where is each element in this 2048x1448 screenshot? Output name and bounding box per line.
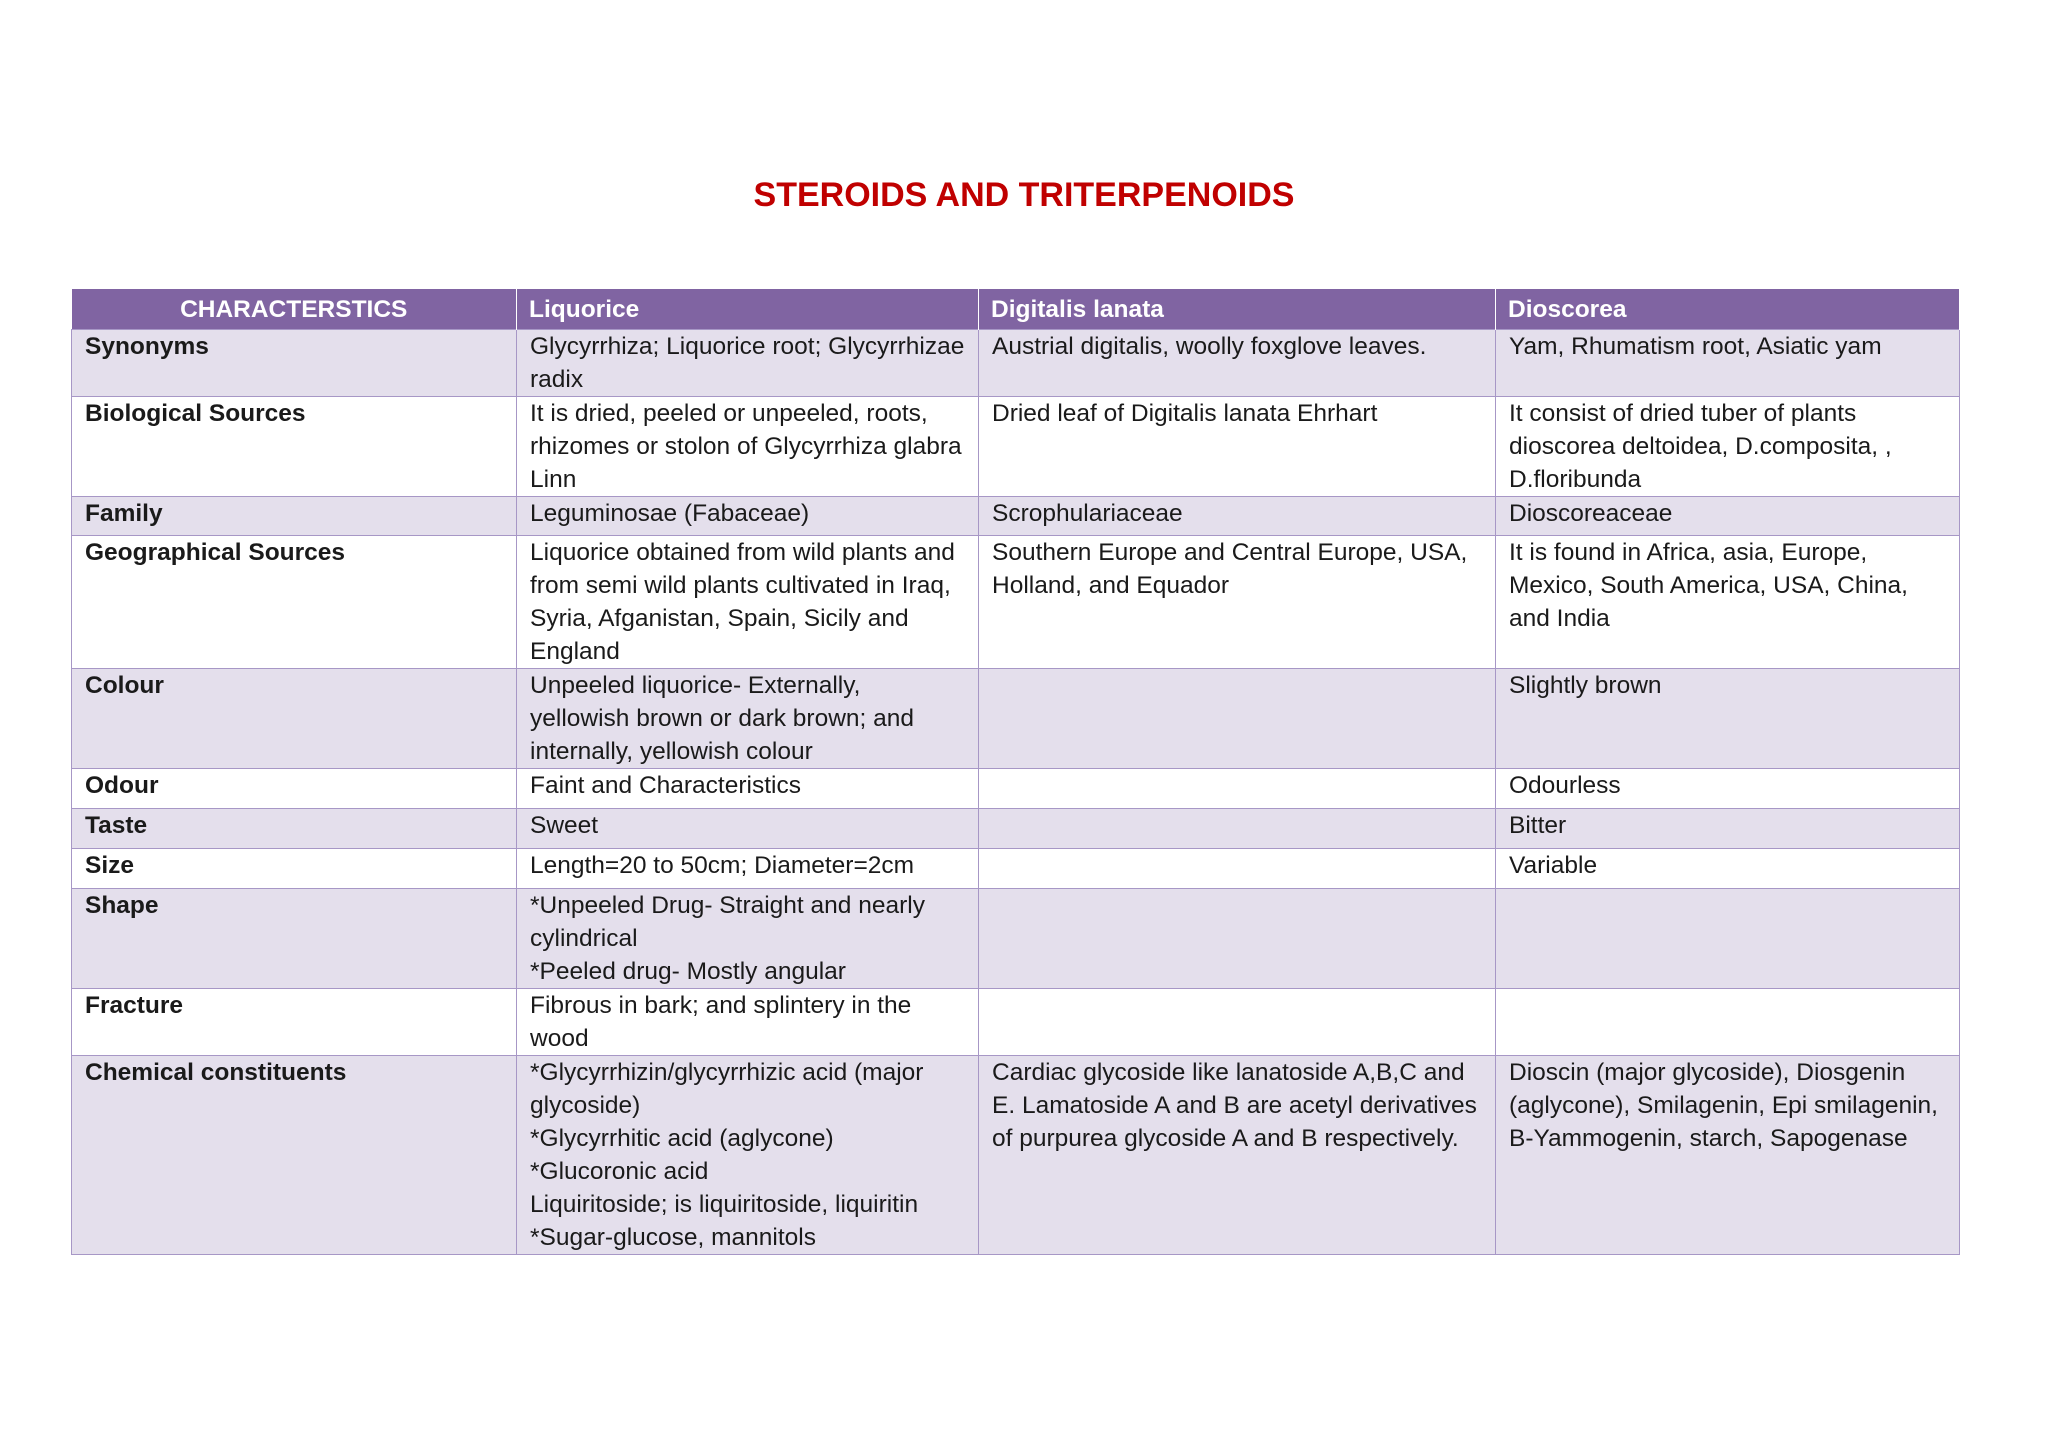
column-header-characteristics: CHARACTERSTICS — [72, 289, 517, 330]
cell-digitalis-lanata — [979, 669, 1496, 769]
row-label: Chemical constituents — [72, 1056, 517, 1255]
table-row-family — [72, 497, 1960, 536]
cell-liquorice: Faint and Characteristics — [517, 769, 979, 809]
column-header-liquorice: Liquorice — [517, 289, 979, 330]
row-label: Size — [72, 849, 517, 889]
row-label: Biological Sources — [72, 397, 517, 497]
cell-digitalis-lanata: Dried leaf of Digitalis lanata Ehrhart — [979, 397, 1496, 497]
table-header-row — [72, 289, 1960, 330]
row-label: Synonyms — [72, 330, 517, 397]
cell-dioscorea: It is found in Africa, asia, Europe, Mexico, South America, USA, China, and India — [1496, 536, 1960, 669]
table-row-synonyms — [72, 330, 1960, 397]
cell-dioscorea: Dioscoreaceae — [1496, 497, 1960, 536]
characteristics-table — [71, 289, 1960, 1255]
cell-liquorice: Fibrous in bark; and splintery in the wood — [517, 989, 979, 1056]
row-label: Shape — [72, 889, 517, 989]
cell-dioscorea — [1496, 989, 1960, 1056]
cell-digitalis-lanata — [979, 989, 1496, 1056]
cell-dioscorea: Bitter — [1496, 809, 1960, 849]
cell-dioscorea: Variable — [1496, 849, 1960, 889]
cell-digitalis-lanata: Southern Europe and Central Europe, USA, Holland, and Equador — [979, 536, 1496, 669]
row-label: Odour — [72, 769, 517, 809]
cell-dioscorea: It consist of dried tuber of plants dioscorea deltoidea, D.composita, , D.floribunda — [1496, 397, 1960, 497]
table-row-chemical-constituents — [72, 1056, 1960, 1255]
table-row-biological-sources — [72, 397, 1960, 497]
cell-liquorice: Length=20 to 50cm; Diameter=2cm — [517, 849, 979, 889]
table-row-size — [72, 849, 1960, 889]
cell-liquorice: Unpeeled liquorice- Externally, yellowish brown or dark brown; and internally, yellowish colour — [517, 669, 979, 769]
column-header-digitalis-lanata: Digitalis lanata — [979, 289, 1496, 330]
cell-digitalis-lanata: Cardiac glycoside like lanatoside A,B,C and E. Lamatoside A and B are acetyl derivatives of purpurea glycoside A and B respectively. — [979, 1056, 1496, 1255]
row-label: Fracture — [72, 989, 517, 1056]
row-label: Colour — [72, 669, 517, 769]
cell-liquorice: *Glycyrrhizin/glycyrrhizic acid (major glycoside) *Glycyrrhitic acid (aglycone) *Glucoronic acid Liquiritoside; is liquiritoside, liquiritin *Sugar-glucose, mannitols — [517, 1056, 979, 1255]
table-row-odour — [72, 769, 1960, 809]
cell-liquorice: Leguminosae (Fabaceae) — [517, 497, 979, 536]
cell-digitalis-lanata — [979, 889, 1496, 989]
cell-digitalis-lanata: Scrophulariaceae — [979, 497, 1496, 536]
row-label: Taste — [72, 809, 517, 849]
cell-liquorice: It is dried, peeled or unpeeled, roots, rhizomes or stolon of Glycyrrhiza glabra Linn — [517, 397, 979, 497]
row-label: Geographical Sources — [72, 536, 517, 669]
cell-dioscorea: Dioscin (major glycoside), Diosgenin (aglycone), Smilagenin, Epi smilagenin, B-Yammogenin, starch, Sapogenase — [1496, 1056, 1960, 1255]
row-label: Family — [72, 497, 517, 536]
cell-liquorice: Glycyrrhiza; Liquorice root; Glycyrrhizae radix — [517, 330, 979, 397]
cell-dioscorea — [1496, 889, 1960, 989]
table-row-geographical-sources — [72, 536, 1960, 669]
cell-digitalis-lanata — [979, 809, 1496, 849]
table-row-fracture — [72, 989, 1960, 1056]
cell-liquorice: Liquorice obtained from wild plants and from semi wild plants cultivated in Iraq, Syria, Afganistan, Spain, Sicily and England — [517, 536, 979, 669]
cell-liquorice: *Unpeeled Drug- Straight and nearly cylindrical *Peeled drug- Mostly angular — [517, 889, 979, 989]
cell-digitalis-lanata: Austrial digitalis, woolly foxglove leaves. — [979, 330, 1496, 397]
cell-dioscorea: Slightly brown — [1496, 669, 1960, 769]
cell-digitalis-lanata — [979, 849, 1496, 889]
table-row-colour — [72, 669, 1960, 769]
page-title: STEROIDS AND TRITERPENOIDS — [753, 176, 1295, 214]
cell-liquorice: Sweet — [517, 809, 979, 849]
cell-dioscorea: Yam, Rhumatism root, Asiatic yam — [1496, 330, 1960, 397]
cell-dioscorea: Odourless — [1496, 769, 1960, 809]
column-header-dioscorea: Dioscorea — [1496, 289, 1960, 330]
cell-digitalis-lanata — [979, 769, 1496, 809]
table-row-shape — [72, 889, 1960, 989]
table-row-taste — [72, 809, 1960, 849]
